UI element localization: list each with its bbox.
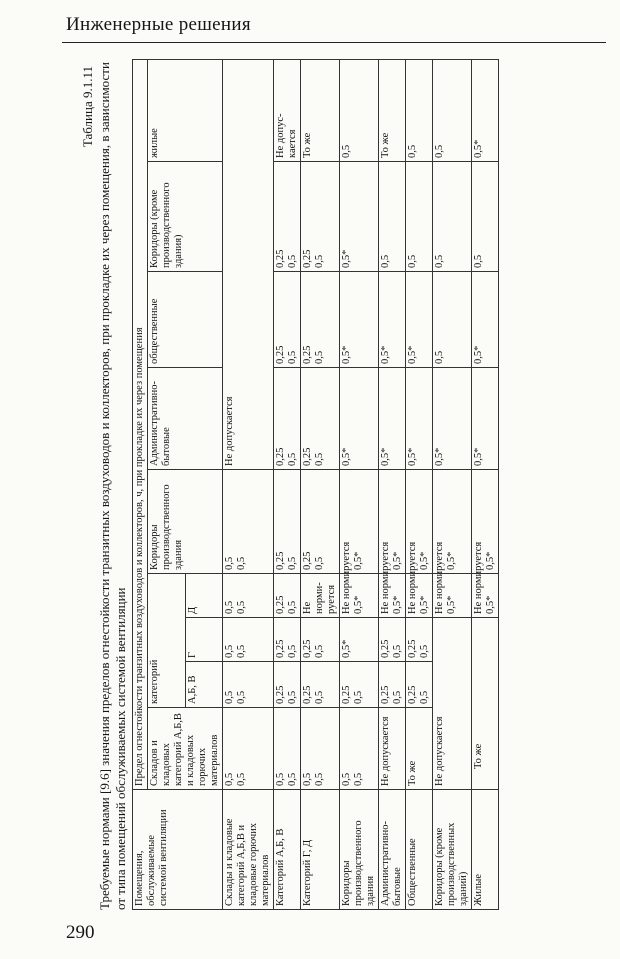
cell: 0,25 0,5	[301, 368, 340, 470]
cell: 0,25 0,5	[274, 470, 301, 574]
cell: 0,5 0,5	[223, 470, 274, 574]
cell: 0,5 0,5	[340, 708, 379, 790]
span-note: Не нормируется	[473, 541, 484, 614]
row-name: Категорий Г, Д	[301, 790, 340, 910]
col-header-warehouses: Складов и кладовых категорий А,Б,В и кладовых горючих материалов	[148, 708, 223, 790]
cell: 0,25 0,5	[274, 272, 301, 368]
cell: 0,5	[433, 272, 472, 368]
cell: 0,25 0,5	[274, 662, 301, 708]
running-head: Инженерные решения	[66, 14, 251, 35]
col-header-rooms: Помещения, обслуживаемые системой вентиляции	[133, 790, 223, 910]
cell: 0,25 0,5	[406, 662, 433, 708]
cell: 0,5 0,5	[223, 618, 274, 662]
cell: 0,25 0,5	[406, 618, 433, 662]
cell: 0,5*	[379, 368, 406, 470]
cell: 0,5	[433, 162, 472, 272]
cell: 0,5*	[379, 272, 406, 368]
cell: 0,25 0,5	[274, 574, 301, 618]
table-row	[340, 59, 379, 909]
table-row	[223, 59, 274, 909]
cell	[406, 541, 433, 618]
row-name: Коридоры производственного здания	[340, 790, 379, 910]
cell: 0,5*	[433, 368, 472, 470]
cell: 0,25 0,5	[379, 662, 406, 708]
table-row	[406, 59, 433, 909]
cell: 0,5 0,5	[223, 574, 274, 618]
col-header-residential: жилые	[148, 59, 223, 161]
col-header-cat-g: Г	[185, 618, 223, 662]
cell: 0,25 0,5	[301, 162, 340, 272]
row-name: Склады и кладовые категорий А,Б,В и кладовые горючих материалов	[223, 790, 274, 910]
cell: 0,5 0,5	[223, 662, 274, 708]
table-row	[301, 59, 340, 909]
cell: 0,25 0,5	[301, 662, 340, 708]
row-name: Административно-бытовые	[379, 790, 406, 910]
cell: 0,5	[340, 59, 379, 161]
cell	[340, 541, 379, 618]
row-name: Жилые	[472, 790, 499, 910]
cell-value: 0,5*	[353, 595, 364, 614]
fire-resistance-table	[132, 59, 499, 910]
cell: 0,5 0,5	[223, 708, 274, 790]
cell-value: 0,5*	[485, 595, 496, 614]
cell: То же	[472, 618, 499, 790]
cell-value: 0,5*	[392, 551, 403, 570]
cell: 0,25 0,5	[301, 618, 340, 662]
cell	[379, 541, 406, 618]
cell: 0,25 0,5	[274, 618, 301, 662]
cell: 0,5	[433, 59, 472, 161]
span-note: Не нормируется	[341, 541, 352, 614]
header-row-1	[133, 59, 148, 909]
cell: 0,5*	[472, 59, 499, 161]
header-row-2	[148, 59, 186, 909]
cell-value: 0,5*	[446, 595, 457, 614]
col-header-corridors-other: Коридоры (кроме производственного здания)	[148, 162, 223, 272]
cell: 0,25 0,5	[340, 662, 379, 708]
cell: 0,5*	[340, 618, 379, 662]
col-header-cat-d: Д	[185, 574, 223, 618]
cell: 0,5 0,5	[301, 708, 340, 790]
cell: 0,5*	[472, 272, 499, 368]
cell-value: 0,5*	[446, 551, 457, 570]
cell: 0,5	[406, 162, 433, 272]
table-caption: Требуемые нормами [9.6] значения пределов огнестойкости транзитных воздуховодов и коллекторов, при прокладке их через помещения, в зависимости от типа помещений обслуживаемых системой вентиляции	[97, 62, 128, 910]
span-note: Не нормируется	[380, 541, 391, 614]
page-number: 290	[66, 922, 95, 943]
cell: 0,5*	[340, 368, 379, 470]
cell	[433, 541, 472, 618]
cell: 0,25 0,5	[379, 618, 406, 662]
cell: Не допус- кается	[274, 59, 301, 161]
rotated-content	[80, 60, 620, 910]
cell: Не норми- руется	[301, 574, 340, 618]
cell: 0,5*	[340, 162, 379, 272]
group-header: Предел огнестойкости транзитных воздуховодов и коллекторов, ч, при прокладке их через помещения	[133, 59, 148, 789]
cell: 0,5	[472, 162, 499, 272]
rotated-table-area	[80, 60, 620, 910]
row-name: Категорий А,Б, В	[274, 790, 301, 910]
cell	[472, 541, 499, 618]
cell: 0,25 0,5	[301, 272, 340, 368]
cell-value: 0,5*	[353, 551, 364, 570]
row-name: Коридоры (кроме производственных зданий)	[433, 790, 472, 910]
cell: То же	[406, 708, 433, 790]
col-header-categories: категорий	[148, 574, 186, 708]
span-note: Не нормируется	[434, 541, 445, 614]
cell: То же	[379, 59, 406, 161]
cell: 0,25 0,5	[274, 162, 301, 272]
cell: 0,25 0,5	[274, 368, 301, 470]
cell: 0,5 0,5	[274, 708, 301, 790]
cell-value: 0,5*	[419, 551, 430, 570]
cell-span: Не допускается	[433, 618, 472, 790]
table-row	[472, 59, 499, 909]
cell-value: 0,5*	[419, 595, 430, 614]
cell: 0,5	[379, 162, 406, 272]
cell: 0,5*	[340, 272, 379, 368]
cell-span: Не допускается	[223, 59, 274, 469]
col-header-public: общественные	[148, 272, 223, 368]
cell-span: Не допускается	[379, 708, 406, 790]
span-note: Не нормируется	[407, 541, 418, 614]
cell: 0,5*	[406, 368, 433, 470]
table-row	[274, 59, 301, 909]
cell-value: 0,5*	[485, 551, 496, 570]
cell: 0,5	[406, 59, 433, 161]
table-row	[433, 59, 472, 909]
table-label: Таблица 9.1.11	[80, 66, 95, 148]
cell: 0,5*	[406, 272, 433, 368]
col-header-corridors-prod: Коридоры производственного здания	[148, 470, 223, 574]
cell: То же	[301, 59, 340, 161]
cell-value: 0,5*	[392, 595, 403, 614]
row-name: Общественные	[406, 790, 433, 910]
header-rule	[62, 42, 606, 43]
col-header-admin: Административно-бытовые	[148, 368, 223, 470]
cell: 0,5*	[472, 368, 499, 470]
table-row	[379, 59, 406, 909]
col-header-cat-ab: А,Б, В	[185, 662, 223, 708]
cell: 0,25 0,5	[301, 470, 340, 574]
